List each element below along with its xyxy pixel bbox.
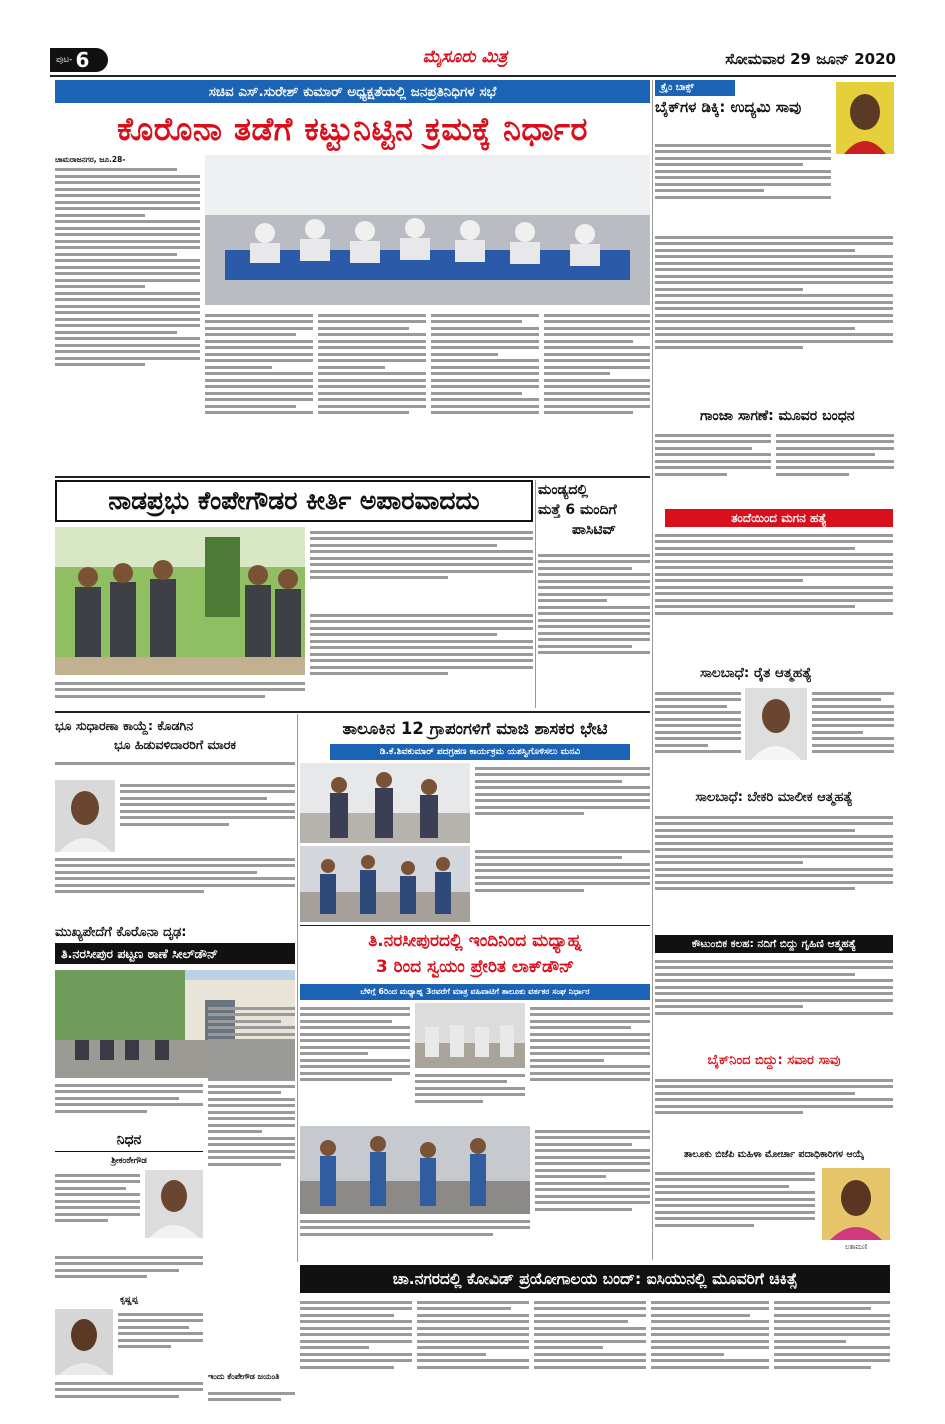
obituary-header: ನಿಧನ [55, 1132, 203, 1152]
crime-story-3-text [655, 530, 893, 662]
obituary-text-1 [55, 1170, 140, 1250]
kempegowda-headline: ನಾಡಪ್ರಭು ಕೆಂಪೇಗೌಡರ ಕೀರ್ತಿ ಅಪಾರವಾದದು [55, 480, 533, 522]
taluk-visit-text-a [475, 763, 650, 843]
paper-name: ಮೈಸೂರು ಮಿತ್ರ [422, 47, 508, 67]
lead-bottom-rule [55, 476, 650, 478]
taluk-rule [300, 925, 650, 926]
crime-story-5-text [655, 812, 893, 934]
obituary-name-1: ಶ್ರೀಕಂಠೇಗೌಡ [111, 1156, 147, 1166]
land-reform-headline-line2: ಭೂ ಹಿಡುವಳಿದಾರರಿಗೆ ಮಾರಕ [113, 737, 237, 752]
column-divider [535, 480, 536, 708]
today-event-header: ಇಂದು ಕೆಂಪೇಗೌಡ ಜಯಂತಿ [208, 1372, 280, 1381]
obituary-photo-2 [55, 1309, 113, 1375]
lockdown-headline-line2: 3 ರಿಂದ ಸ್ವಯಂ ಪ್ರೇರಿತ ಲಾಕ್‌ಡೌನ್ [375, 957, 575, 977]
column-divider [297, 714, 298, 1262]
taluk-visit-text-b [475, 846, 650, 922]
crime-story-1-text [655, 140, 831, 230]
date-line: ಸೋಮವಾರ 29 ಜೂನ್ 2020 [725, 50, 896, 68]
lockdown-headline-line1: ತಿ.ನರಸೀಪುರದಲ್ಲಿ ಇಂದಿನಿಂದ ಮಧ್ಯಾಹ್ನ [368, 931, 582, 951]
land-reform-text-top [55, 758, 295, 778]
land-reform-text-bottom [55, 854, 295, 920]
crime-story-2-text [655, 430, 771, 500]
lockdown-text-a [300, 1003, 410, 1123]
crime-story-3-headline: ತಂದೆಯಿಂದ ಮಗನ ಹತ್ಯೆ [665, 509, 893, 527]
seal-down-headline [55, 922, 295, 966]
taluk-visit-headline: ತಾಲೂಕಿನ 12 ಗ್ರಾಪಂಗಳಿಗೆ ಮಾಜಿ ಶಾಸಕರ ಭೇಟಿ [342, 719, 608, 738]
lead-column-4 [431, 310, 539, 473]
mandya-text [538, 550, 650, 708]
crime-box-label: ಕ್ರೈಂ ಬಾಕ್ಸ್ [655, 80, 735, 96]
crime-story-6-headline: ಕೌಟುಂಬಿಕ ಕಲಹ: ನದಿಗೆ ಬಿದ್ದು ಗೃಹಿಣಿ ಆತ್ಮಹತ್ಯೆ [655, 935, 893, 953]
lead-kicker: ಸಚಿವ ಎಸ್.ಸುರೇಶ್ ಕುಮಾರ್ ಅಧ್ಯಕ್ಷತೆಯಲ್ಲಿ ಜನಪ್ರತಿನಿಧಿಗಳ ಸಭೆ [55, 80, 650, 103]
covid-lab-text-4 [651, 1297, 769, 1415]
lockdown-text-c [530, 1003, 650, 1123]
lockdown-subhead: ಬೆಳಿಗ್ಗೆ 6ರಿಂದ ಮಧ್ಯಾಹ್ನ 3ರವರೆಗೆ ಮಾತ್ರ ವಹಿವಾಟಿಗೆ ತಾಲೂಕು ವರ್ತಕರ ಸಂಘ ನಿರ್ಧಾರ [300, 984, 650, 1000]
lead-headline: ಕೊರೊನಾ ತಡೆಗೆ ಕಟ್ಟುನಿಟ್ಟಿನ ಕ್ರಮಕ್ಕೆ ನಿರ್ಧಾರ [117, 109, 588, 148]
obituary-text-2 [118, 1309, 203, 1375]
lead-dateline: ಚಾಮರಾಜನಗರ, ಜೂ.28- [55, 155, 126, 164]
page-number: 6 [75, 48, 90, 72]
crime-story-2-headline: ಗಾಂಜಾ ಸಾಗಣೆ: ಮೂವರ ಬಂಧನ [700, 408, 855, 424]
crime-story-1-text-cont [655, 232, 893, 407]
column-divider [652, 80, 653, 1260]
covid-lab-text-2 [417, 1297, 529, 1415]
page-prefix: ಪುಟ- [56, 55, 73, 65]
lockdown-photo-caption [300, 1216, 530, 1256]
crime-story-4-text-b [812, 688, 894, 788]
lockdown-text-b [415, 1070, 525, 1123]
covid-lab-text-3 [534, 1297, 646, 1415]
land-reform-headline-line1: ಭೂ ಸುಧಾರಣಾ ಕಾಯ್ದೆ: ಕೊಡಗಿನ [55, 718, 194, 733]
crime-story-2-text-b [776, 430, 894, 500]
crime-story-4-photo [745, 688, 807, 760]
mandya-headline-line2: ಮತ್ತೆ 6 ಮಂದಿಗೆ [538, 502, 617, 518]
crime-story-4-headline: ಸಾಲಬಾಧೆ: ರೈತ ಆತ್ಮಹತ್ಯೆ [700, 665, 812, 681]
lockdown-text-d [535, 1126, 650, 1256]
crime-story-1-photo [836, 82, 894, 154]
seal-down-text-cont [208, 1003, 295, 1253]
obituary-photo-1 [145, 1170, 203, 1238]
taluk-visit-photo-1 [300, 763, 470, 843]
taluk-visit-subhead: ಡಿ.ಕೆ.ಶಿವಕುಮಾರ್ ಪದಗ್ರಹಣ ಕಾರ್ಯಕ್ರಮ ಯಶಸ್ವಿಗೊಳಿಸಲು ಮನವಿ [330, 744, 630, 760]
lead-column-5 [544, 310, 650, 473]
masthead-rule [50, 75, 896, 77]
crime-story-5-headline: ಸಾಲಬಾಧೆ: ಬೇಕರಿ ಮಾಲೀಕ ಆತ್ಮಹತ್ಯೆ [695, 790, 853, 805]
mandya-headline-line1: ಮಂಡ್ಯದಲ್ಲಿ [538, 482, 588, 498]
crime-story-6-text [655, 956, 893, 1050]
crime-story-4-text-a [655, 688, 741, 788]
page-number-badge [50, 48, 108, 72]
lead-column-2 [205, 310, 313, 473]
kempegowda-text-col2 [310, 527, 533, 607]
bjp-women-text [655, 1168, 815, 1260]
land-reform-text [120, 780, 295, 852]
lockdown-headline [300, 928, 650, 982]
mid-rule [55, 711, 650, 713]
covid-lab-headline: ಚಾ.ನಗರದಲ್ಲಿ ಕೋವಿಡ್ ಪ್ರಯೋಗಾಲಯ ಬಂದ್: ಐಸಿಯುನಲ್ಲಿ ಮೂವರಿಗೆ ಚಿಕಿತ್ಸೆ [300, 1265, 890, 1293]
crime-story-7-headline: ಬೈಕ್‌ನಿಂದ ಬಿದ್ದು: ಸವಾರ ಸಾವು [707, 1053, 841, 1068]
masthead [50, 46, 896, 74]
bjp-women-headline: ತಾಲೂಕು ಬಿಜೆಪಿ ಮಹಿಳಾ ಮೋರ್ಚಾ ಪದಾಧಿಕಾರಿಗಳ ಆಯ್ಕೆ [683, 1149, 865, 1160]
land-reform-photo [55, 780, 115, 852]
covid-lab-text-5 [774, 1297, 890, 1415]
kempegowda-caption [55, 678, 305, 708]
mandya-headline [538, 480, 650, 550]
lockdown-photo-1 [415, 1003, 525, 1068]
lead-meeting-photo [205, 155, 650, 305]
today-event-text [208, 1388, 295, 1418]
seal-down-text [55, 1080, 203, 1130]
kempegowda-photo [55, 527, 305, 675]
bjp-women-photo [822, 1168, 890, 1240]
seal-down-headline-line2: ತಿ.ನರಸೀಪುರ ಪಟ್ಟಣ ಠಾಣೆ ಸೀಲ್‌ಡೌನ್ [55, 943, 295, 964]
kempegowda-text-col3 [310, 610, 533, 708]
seal-down-headline-line1: ಮುಖ್ಯಪೇದೆಗೆ ಕೊರೊನಾ ದೃಢ: [55, 925, 187, 940]
lockdown-photo-2 [300, 1126, 530, 1214]
covid-lab-text-1 [300, 1297, 412, 1415]
lead-column-3 [318, 310, 426, 473]
taluk-visit-photo-2 [300, 846, 470, 922]
bjp-women-photo-caption: ಲತಾಮಣಿ [844, 1243, 868, 1251]
crime-story-7-text [655, 1075, 893, 1143]
obituary-text-2b [55, 1378, 203, 1414]
crime-story-1-headline: ಬೈಕ್‌ಗಳ ಡಿಕ್ಕಿ: ಉದ್ಯಮಿ ಸಾವು [655, 98, 802, 116]
obituary-text-1b [55, 1252, 203, 1292]
land-reform-headline [55, 716, 295, 756]
mandya-headline-line3: ಪಾಸಿಟಿವ್ [571, 522, 617, 538]
lead-column-1 [55, 155, 200, 473]
obituary-name-2: ಕೃಷ್ಣಪ್ಪ [120, 1295, 138, 1305]
